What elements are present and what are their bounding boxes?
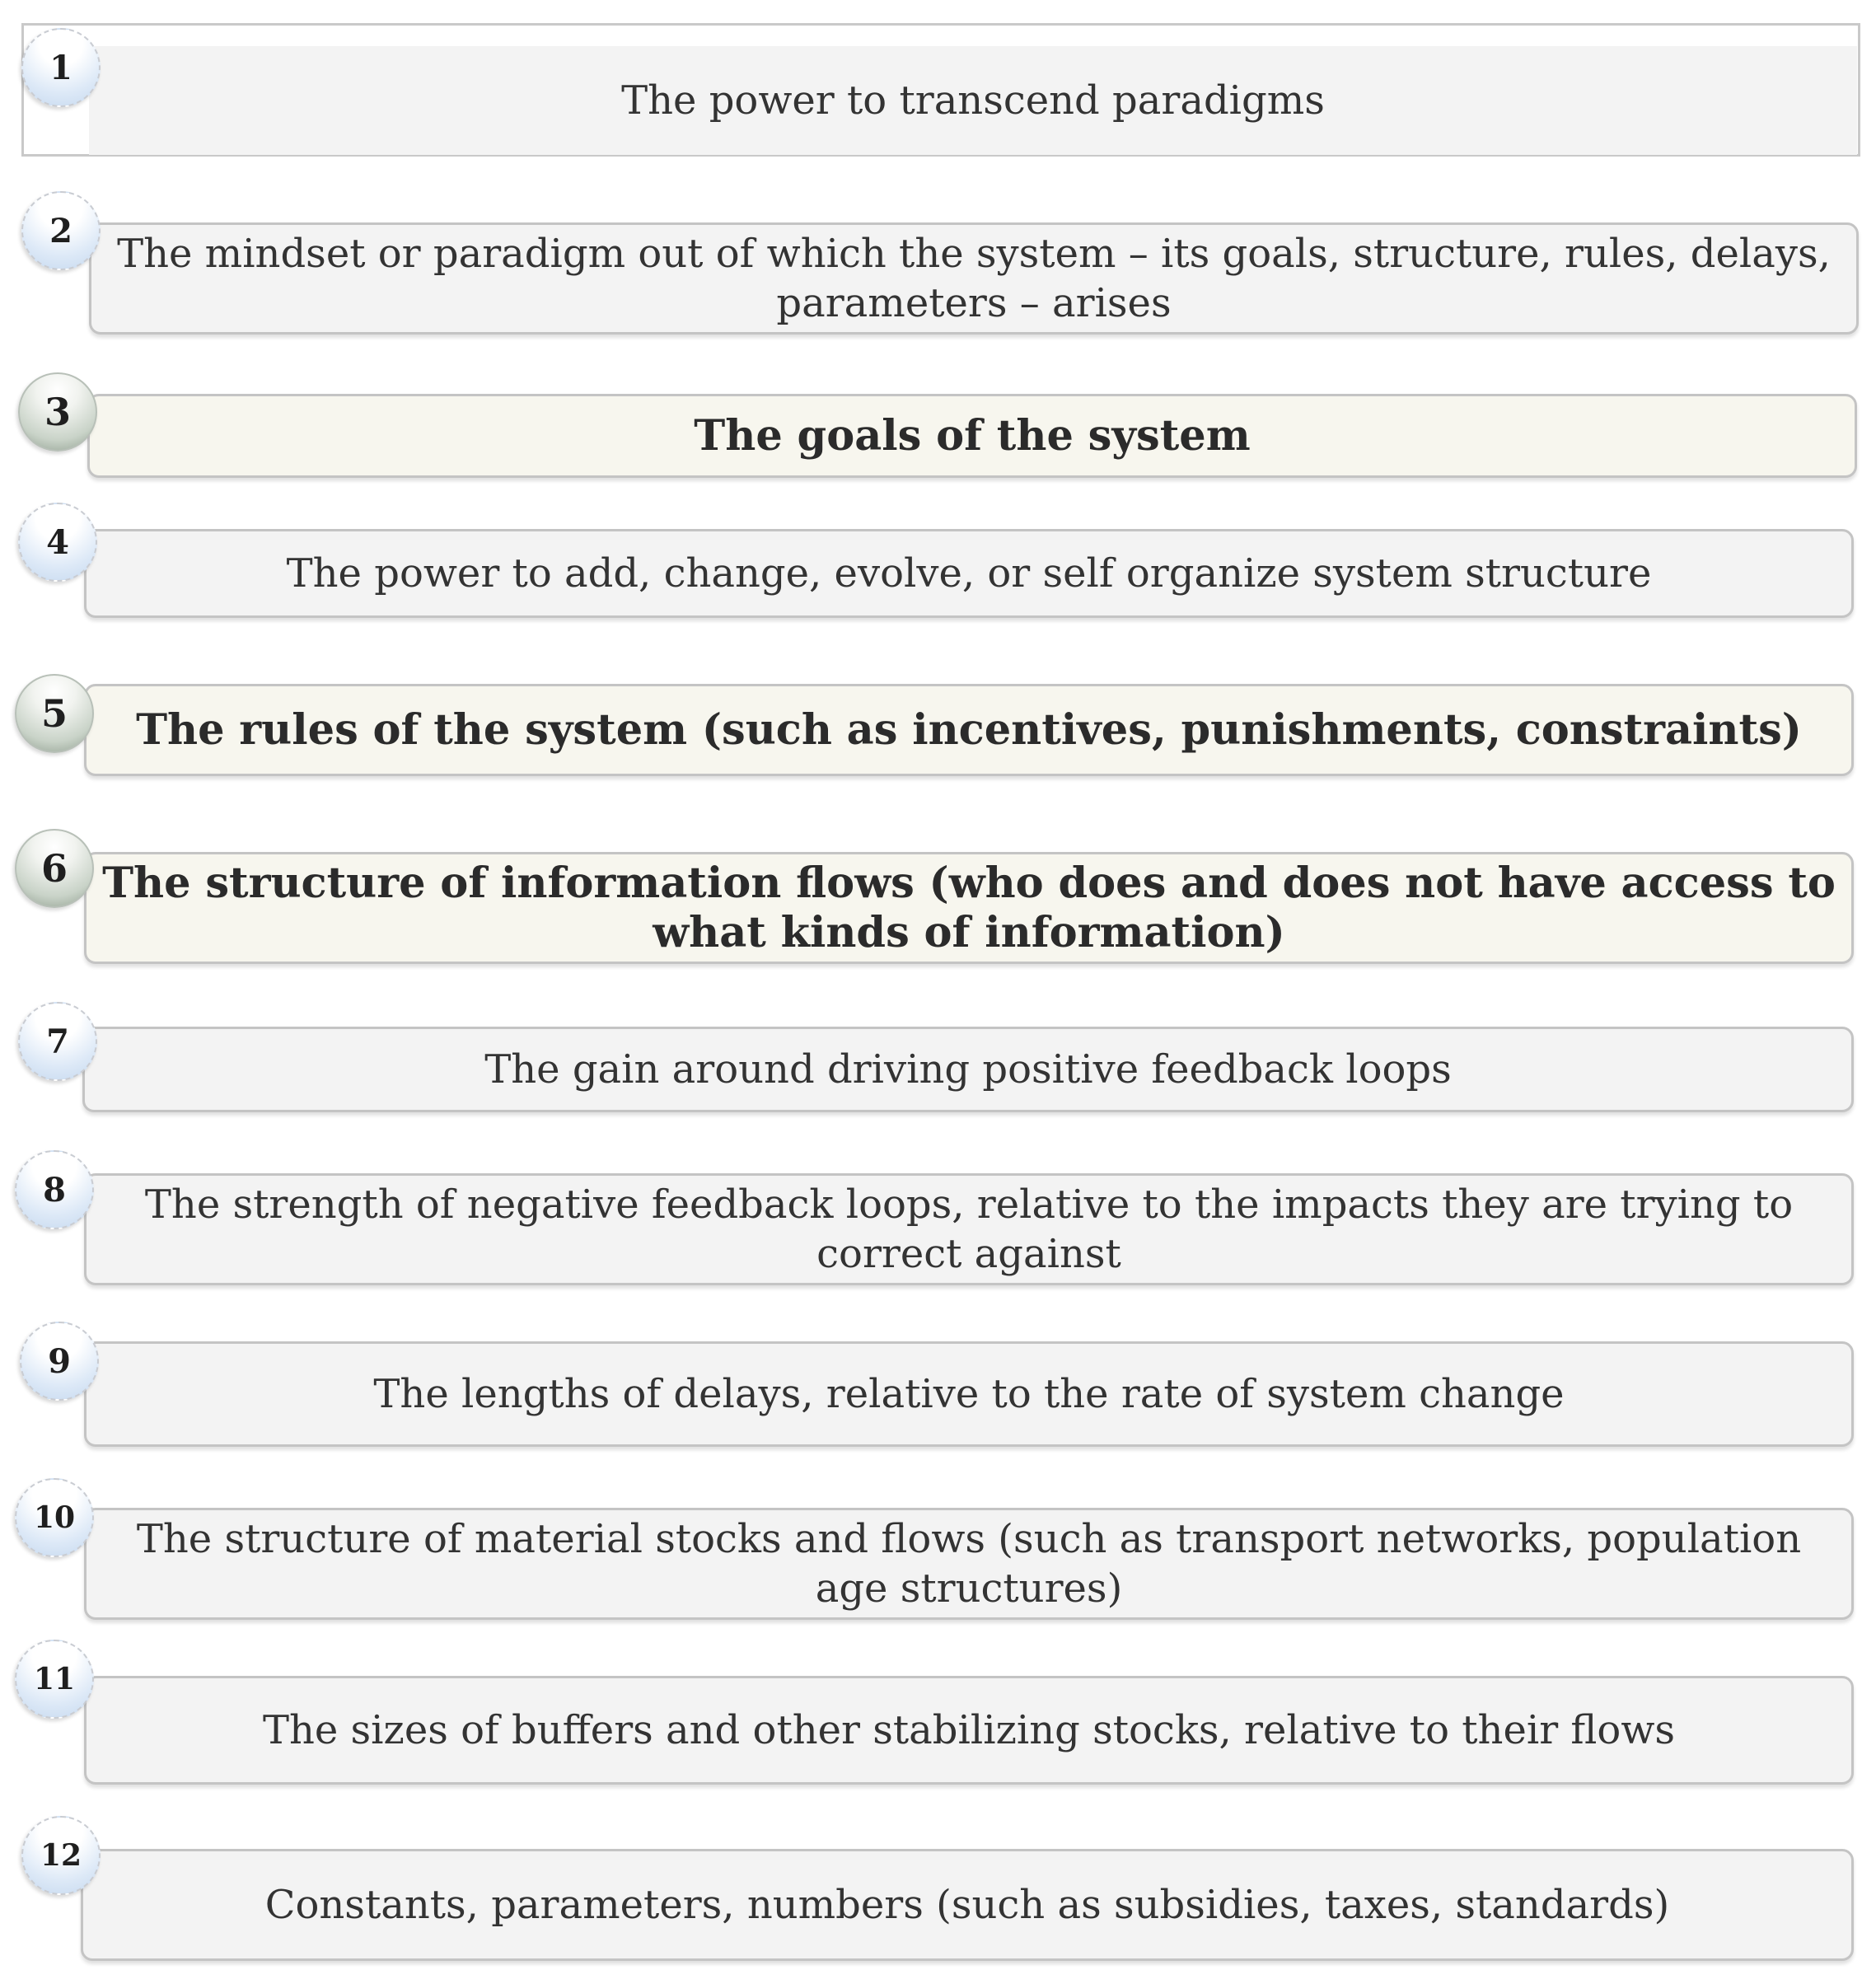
leverage-item-12 <box>81 1849 1854 1961</box>
number-badge-12 <box>21 1816 101 1895</box>
leverage-item-5 <box>84 684 1854 776</box>
badge-number: 9 <box>48 1341 71 1381</box>
number-badge-9 <box>20 1322 99 1401</box>
leverage-item-7 <box>82 1027 1854 1112</box>
leverage-item-8 <box>84 1173 1854 1285</box>
badge-number: 6 <box>40 846 68 891</box>
badge-number: 3 <box>44 390 71 434</box>
leverage-item-text: The power to transcend paradigms <box>621 77 1325 124</box>
leverage-item-1 <box>89 46 1857 155</box>
number-badge-8 <box>15 1150 94 1229</box>
leverage-item-text: The strength of negative feedback loops, relative to the impacts they are trying to correct against <box>144 1182 1794 1277</box>
number-badge-10 <box>15 1478 94 1557</box>
number-badge-1 <box>21 28 101 107</box>
leverage-item-3 <box>87 394 1857 478</box>
badge-number: 11 <box>33 1662 76 1696</box>
number-badge-3 <box>18 372 97 452</box>
number-badge-2 <box>21 191 101 270</box>
badge-number: 8 <box>43 1170 66 1210</box>
leverage-item-text: The power to add, change, evolve, or self organize system structure <box>286 550 1652 597</box>
badge-number: 10 <box>33 1500 76 1535</box>
leverage-item-text: The lengths of delays, relative to the rate of system change <box>373 1371 1565 1417</box>
number-badge-4 <box>18 503 97 582</box>
leverage-item-text: The structure of information flows (who does and does not have access to what kinds of information) <box>102 859 1836 957</box>
badge-number: 7 <box>46 1022 69 1061</box>
leverage-item-11 <box>84 1676 1854 1785</box>
number-badge-11 <box>15 1640 94 1719</box>
number-badge-5 <box>15 674 94 753</box>
leverage-item-6 <box>84 852 1854 964</box>
badge-number: 4 <box>46 522 69 562</box>
leverage-item-text: The structure of material stocks and flows (such as transport networks, population age structures) <box>136 1516 1802 1612</box>
leverage-item-text: The gain around driving positive feedback loops <box>484 1046 1452 1093</box>
badge-number: 12 <box>40 1838 82 1873</box>
badge-number: 2 <box>49 211 73 250</box>
leverage-item-text: The goals of the system <box>694 411 1251 461</box>
badge-number: 5 <box>40 691 68 736</box>
leverage-item-text: Constants, parameters, numbers (such as subsidies, taxes, standards) <box>264 1882 1670 1928</box>
number-badge-6 <box>15 829 94 908</box>
leverage-item-text: The mindset or paradigm out of which the system – its goals, structure, rules, delays, parameters – arises <box>117 231 1831 326</box>
leverage-item-4 <box>84 529 1854 618</box>
badge-number: 1 <box>49 48 73 87</box>
leverage-item-10 <box>84 1508 1854 1620</box>
number-badge-7 <box>18 1002 97 1081</box>
leverage-item-text: The sizes of buffers and other stabilizing stocks, relative to their flows <box>262 1707 1676 1753</box>
leverage-item-9 <box>84 1341 1854 1447</box>
leverage-item-2 <box>89 222 1859 335</box>
leverage-item-text: The rules of the system (such as incentives, punishments, constraints) <box>136 705 1802 755</box>
